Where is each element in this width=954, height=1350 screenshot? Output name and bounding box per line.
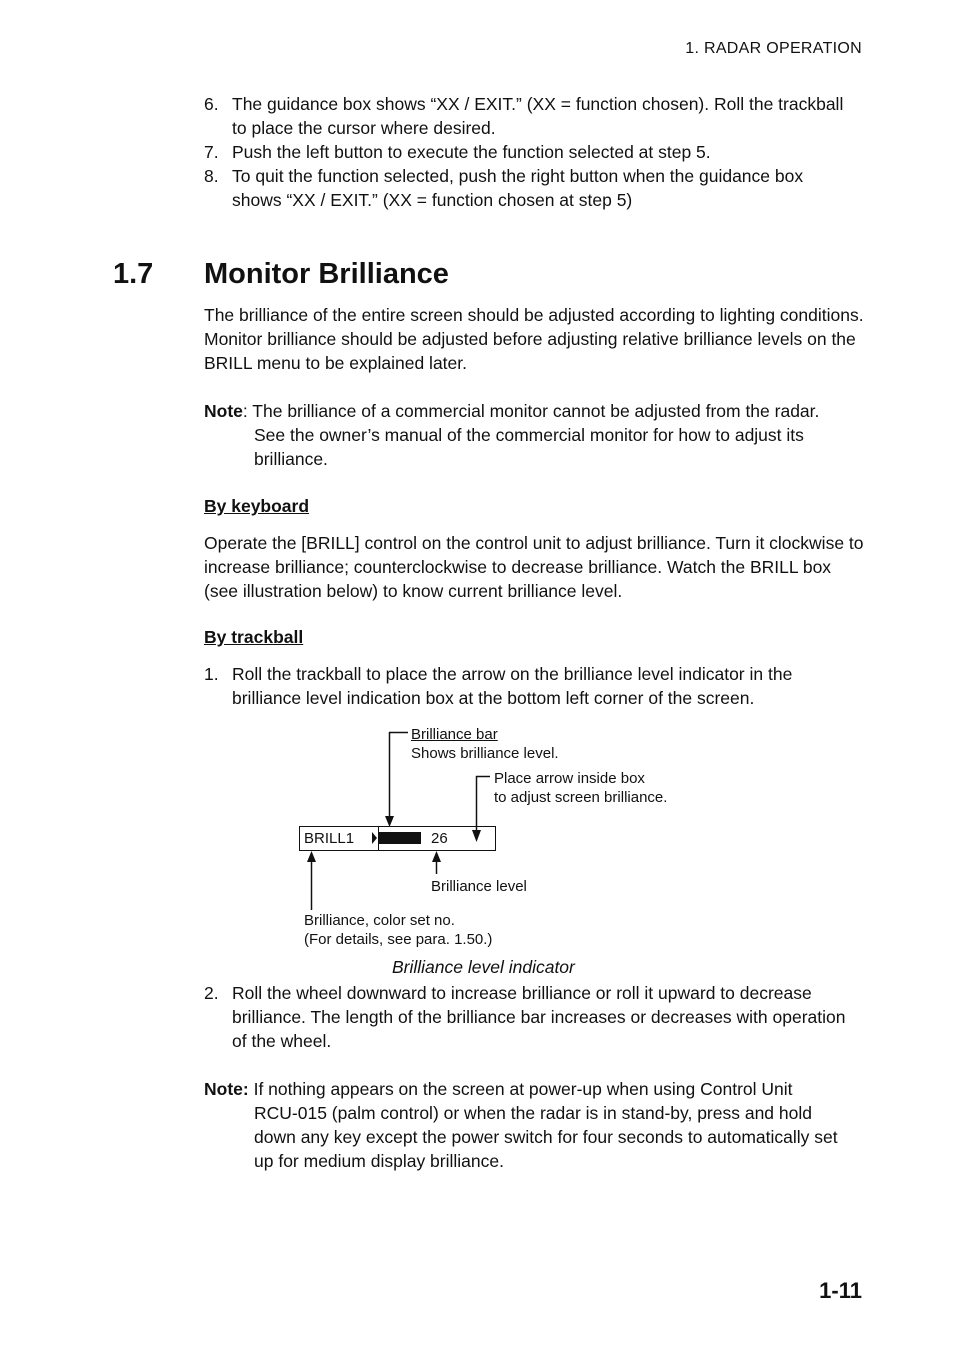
step-text: The guidance box shows “XX / EXIT.” (XX = function chosen). Roll the trackball to place the cursor where desired. — [232, 94, 844, 138]
callout-arrowhead-icon — [307, 851, 316, 862]
step-text: Push the left button to execute the function selected at step 5. — [232, 142, 711, 162]
callout-arrowhead-icon — [432, 851, 441, 862]
brill-level-value: 26 — [431, 830, 448, 847]
section-number: 1.7 — [113, 258, 154, 290]
arrow-marker-icon — [372, 832, 377, 844]
brilliance-bar — [379, 832, 421, 844]
step-number: 8. — [204, 166, 219, 186]
list-item — [204, 981, 854, 1053]
note-text: See the owner’s manual of the commercial monitor for how to adjust its brilliance. — [254, 425, 804, 469]
keyboard-paragraph: Operate the [BRILL] control on the control unit to adjust brilliance. Turn it clockwise to increase brilliance; counterclockwise to decrease brilliance. Watch the BRILL box (see illustration below) to know current brilliance level. — [204, 533, 864, 601]
subheading-by-trackball: By trackball — [204, 627, 304, 647]
note-2 — [204, 1077, 854, 1173]
callout-bar-desc: Shows brilliance level. — [411, 745, 559, 762]
note-label: Note: — [204, 1079, 249, 1099]
callout-level: Brilliance level — [431, 878, 527, 895]
callout-set-line1: Brilliance, color set no. — [304, 912, 455, 929]
subheading-by-keyboard: By keyboard — [204, 496, 310, 516]
callout-arrow-line1: Place arrow inside box — [494, 770, 645, 787]
running-head: 1. RADAR OPERATION — [685, 40, 862, 57]
step-text: To quit the function selected, push the right button when the guidance box shows “XX / EXIT.” (XX = function chosen at step 5) — [232, 166, 804, 210]
step-text: Roll the wheel downward to increase brilliance or roll it upward to decrease brilliance. The length of the brilliance bar increases or decreases with operation of the wheel. — [232, 983, 846, 1051]
step-number: 6. — [204, 94, 219, 114]
intro-paragraph: The brilliance of the entire screen should be adjusted according to lighting conditions. Monitor brilliance should be adjusted before adjusting relative brilliance levels on the BRILL menu to be explained later. — [204, 305, 864, 373]
note-text-first-line: If nothing appears on the screen at power-up when using Control Unit — [253, 1079, 793, 1099]
section-title: Monitor Brilliance — [204, 258, 449, 290]
brill-box-label: BRILL1 — [304, 830, 355, 847]
callout-arrowhead-icon — [385, 816, 394, 827]
step-number: 7. — [204, 142, 219, 162]
note-label: Note — [204, 401, 243, 421]
figure-caption: Brilliance level indicator — [392, 957, 575, 977]
page-number: 1-11 — [819, 1278, 862, 1303]
step-number: 1. — [204, 664, 219, 684]
callout-set-line2: (For details, see para. 1.50.) — [304, 931, 493, 948]
callout-arrowhead-icon — [472, 830, 481, 842]
callout-arrow-line2: to adjust screen brilliance. — [494, 789, 668, 806]
note-text-first-line: : The brilliance of a commercial monitor cannot be adjusted from the radar. — [242, 401, 820, 421]
callout-bar-title: Brilliance bar — [411, 726, 498, 743]
step-number: 2. — [204, 983, 219, 1003]
step-text: Roll the trackball to place the arrow on the brilliance level indicator in the brilliance level indication box at the bottom left corner of the screen. — [232, 664, 793, 708]
note-text: RCU-015 (palm control) or when the radar is in stand-by, press and hold down any key except the power switch for four seconds to automatically set up for medium display brilliance. — [254, 1103, 838, 1171]
